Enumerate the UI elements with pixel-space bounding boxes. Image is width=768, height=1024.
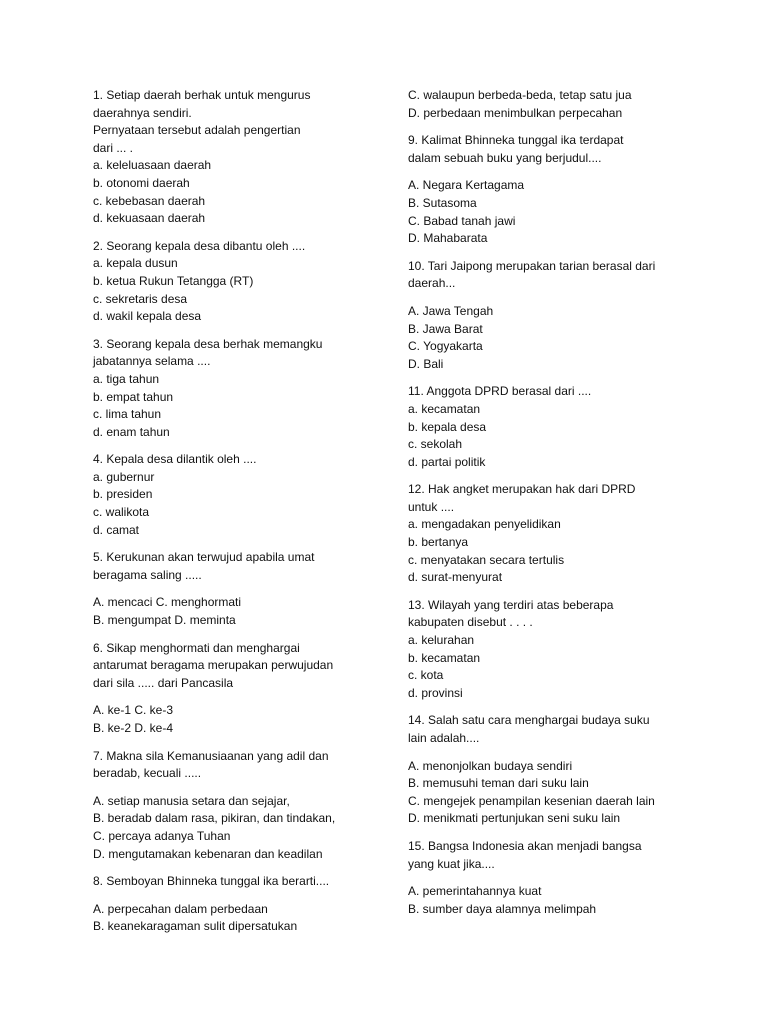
answer-option: a. kelurahan: [408, 633, 475, 648]
answer-option: B. ke-2 D. ke-4: [93, 721, 174, 735]
answer-option: a. gubernur: [93, 469, 155, 484]
question-text: 11. Anggota DPRD berasal dari ....: [408, 384, 592, 399]
answer-option: b. ketua Rukun Tetangga (RT): [93, 273, 254, 288]
answer-option: A. Negara Kertagama: [408, 178, 525, 193]
question-text: jabatannya selama ....: [93, 354, 211, 369]
answer-option: c. sekretaris desa: [93, 291, 188, 306]
question-block: [93, 873, 433, 891]
question-block: [93, 451, 433, 539]
answer-option: B. Sutasoma: [408, 195, 477, 210]
question-block: [93, 793, 433, 863]
question-text: 5. Kerukunan akan terwujud apabila umat: [93, 550, 315, 565]
question-block: [93, 336, 433, 442]
question-block: [408, 597, 748, 703]
answer-option: A. mencaci C. menghormati: [93, 595, 242, 610]
answer-option: d. provinsi: [408, 685, 463, 700]
answer-option: B. mengumpat D. meminta: [93, 613, 236, 628]
question-text: Pernyataan tersebut adalah pengertian: [93, 123, 301, 138]
answer-option: A. perpecahan dalam perbedaan: [93, 901, 268, 916]
question-text: lain adalah....: [408, 731, 480, 745]
answer-option: C. mengejek penampilan kesenian daerah lain: [408, 793, 655, 808]
question-text: 14. Salah satu cara menghargai budaya suku: [408, 713, 650, 728]
answer-option: b. empat tahun: [93, 389, 174, 404]
question-text: 1. Setiap daerah berhak untuk mengurus: [93, 88, 311, 102]
question-block: [408, 712, 748, 747]
question-block: [408, 481, 748, 587]
question-block: [93, 702, 433, 737]
answer-option: C. Yogyakarta: [408, 339, 483, 354]
answer-option: b. kepala desa: [408, 419, 487, 434]
answer-option: c. kota: [408, 668, 444, 683]
question-text: dalam sebuah buku yang berjudul....: [408, 150, 602, 165]
answer-option: d. surat-menyurat: [408, 570, 503, 585]
answer-option: D. mengutamakan kebenaran dan keadilan: [93, 846, 323, 861]
answer-option: A. ke-1 C. ke-3: [93, 703, 174, 718]
question-text: 10. Tari Jaipong merupakan tarian berasal dari: [408, 258, 656, 273]
question-block: [93, 87, 433, 228]
question-text: kabupaten disebut . . . .: [408, 615, 533, 630]
answer-option: B. beradab dalam rasa, pikiran, dan tindakan,: [93, 811, 336, 826]
answer-option: d. camat: [93, 522, 140, 537]
answer-option: C. walaupun berbeda-beda, tetap satu jua: [408, 88, 632, 102]
answer-option: a. kepala dusun: [93, 256, 178, 271]
question-block: [408, 87, 748, 122]
question-text: 7. Makna sila Kemanusiaanan yang adil dan: [93, 748, 329, 763]
left-column: [93, 87, 433, 946]
question-block: [93, 640, 433, 693]
answer-option: D. perbedaan menimbulkan perpecahan: [408, 105, 623, 120]
answer-option: b. bertanya: [408, 535, 469, 550]
answer-option: d. partai politik: [408, 454, 486, 469]
question-block: [408, 758, 748, 828]
right-column: [408, 87, 748, 928]
question-block: [408, 303, 748, 373]
question-text: 4. Kepala desa dilantik oleh ....: [93, 452, 257, 467]
answer-option: c. menyatakan secara tertulis: [408, 552, 565, 567]
question-text: 3. Seorang kepala desa berhak memangku: [93, 336, 323, 351]
question-block: [93, 549, 433, 584]
answer-option: B. keanekaragaman sulit dipersatukan: [93, 919, 298, 934]
question-block: [408, 838, 748, 873]
question-block: [93, 238, 433, 326]
answer-option: d. wakil kepala desa: [93, 309, 202, 324]
answer-option: A. Jawa Tengah: [408, 303, 494, 318]
question-text: untuk ....: [408, 499, 455, 514]
answer-option: c. sekolah: [408, 437, 463, 452]
question-text: 6. Sikap menghormati dan menghargai: [93, 640, 300, 655]
answer-option: a. keleluasaan daerah: [93, 158, 212, 173]
answer-option: d. kekuasaan daerah: [93, 211, 206, 226]
answer-option: b. presiden: [93, 487, 153, 502]
answer-option: D. menikmati pertunjukan seni suku lain: [408, 811, 621, 826]
answer-option: B. Jawa Barat: [408, 321, 483, 336]
question-text: 13. Wilayah yang terdiri atas beberapa: [408, 597, 614, 612]
question-text: dari ... .: [93, 140, 134, 155]
answer-option: b. otonomi daerah: [93, 175, 190, 190]
question-text: dari sila ..... dari Pancasila: [93, 675, 234, 690]
question-text: daerah...: [408, 276, 456, 291]
question-block: [93, 748, 433, 783]
answer-option: A. setiap manusia setara dan sejajar,: [93, 793, 290, 808]
question-text: daerahnya sendiri.: [93, 105, 192, 120]
answer-option: B. sumber daya alamnya melimpah: [408, 901, 597, 916]
answer-option: b. kecamatan: [408, 650, 481, 665]
question-text: 12. Hak angket merupakan hak dari DPRD: [408, 482, 636, 497]
answer-option: a. kecamatan: [408, 401, 481, 416]
question-text: 9. Kalimat Bhinneka tunggal ika terdapat: [408, 133, 624, 148]
question-text: 2. Seorang kepala desa dibantu oleh ....: [93, 238, 306, 253]
answer-option: A. pemerintahannya kuat: [408, 884, 542, 899]
answer-option: C. percaya adanya Tuhan: [93, 828, 231, 843]
question-block: [93, 594, 433, 629]
answer-option: C. Babad tanah jawi: [408, 213, 516, 228]
question-block: [408, 132, 748, 167]
question-text: beradab, kecuali .....: [93, 766, 202, 781]
question-text: 8. Semboyan Bhinneka tunggal ika berarti....: [93, 874, 330, 889]
answer-option: B. memusuhi teman dari suku lain: [408, 776, 589, 791]
answer-option: c. kebebasan daerah: [93, 193, 206, 208]
answer-option: c. lima tahun: [93, 407, 162, 422]
answer-option: D. Mahabarata: [408, 231, 488, 246]
answer-option: a. tiga tahun: [93, 371, 160, 386]
question-block: [408, 177, 748, 247]
question-text: 15. Bangsa Indonesia akan menjadi bangsa: [408, 838, 642, 853]
question-block: [408, 258, 748, 293]
answer-option: A. menonjolkan budaya sendiri: [408, 758, 573, 773]
question-block: [93, 901, 433, 936]
question-block: [408, 883, 748, 918]
question-block: [408, 383, 748, 471]
answer-option: d. enam tahun: [93, 424, 170, 439]
answer-option: D. Bali: [408, 356, 444, 371]
question-text: beragama saling .....: [93, 567, 202, 582]
answer-option: c. walikota: [93, 505, 150, 520]
question-text: yang kuat jika....: [408, 856, 495, 871]
answer-option: a. mengadakan penyelidikan: [408, 517, 561, 532]
question-text: antarumat beragama merupakan perwujudan: [93, 658, 334, 673]
